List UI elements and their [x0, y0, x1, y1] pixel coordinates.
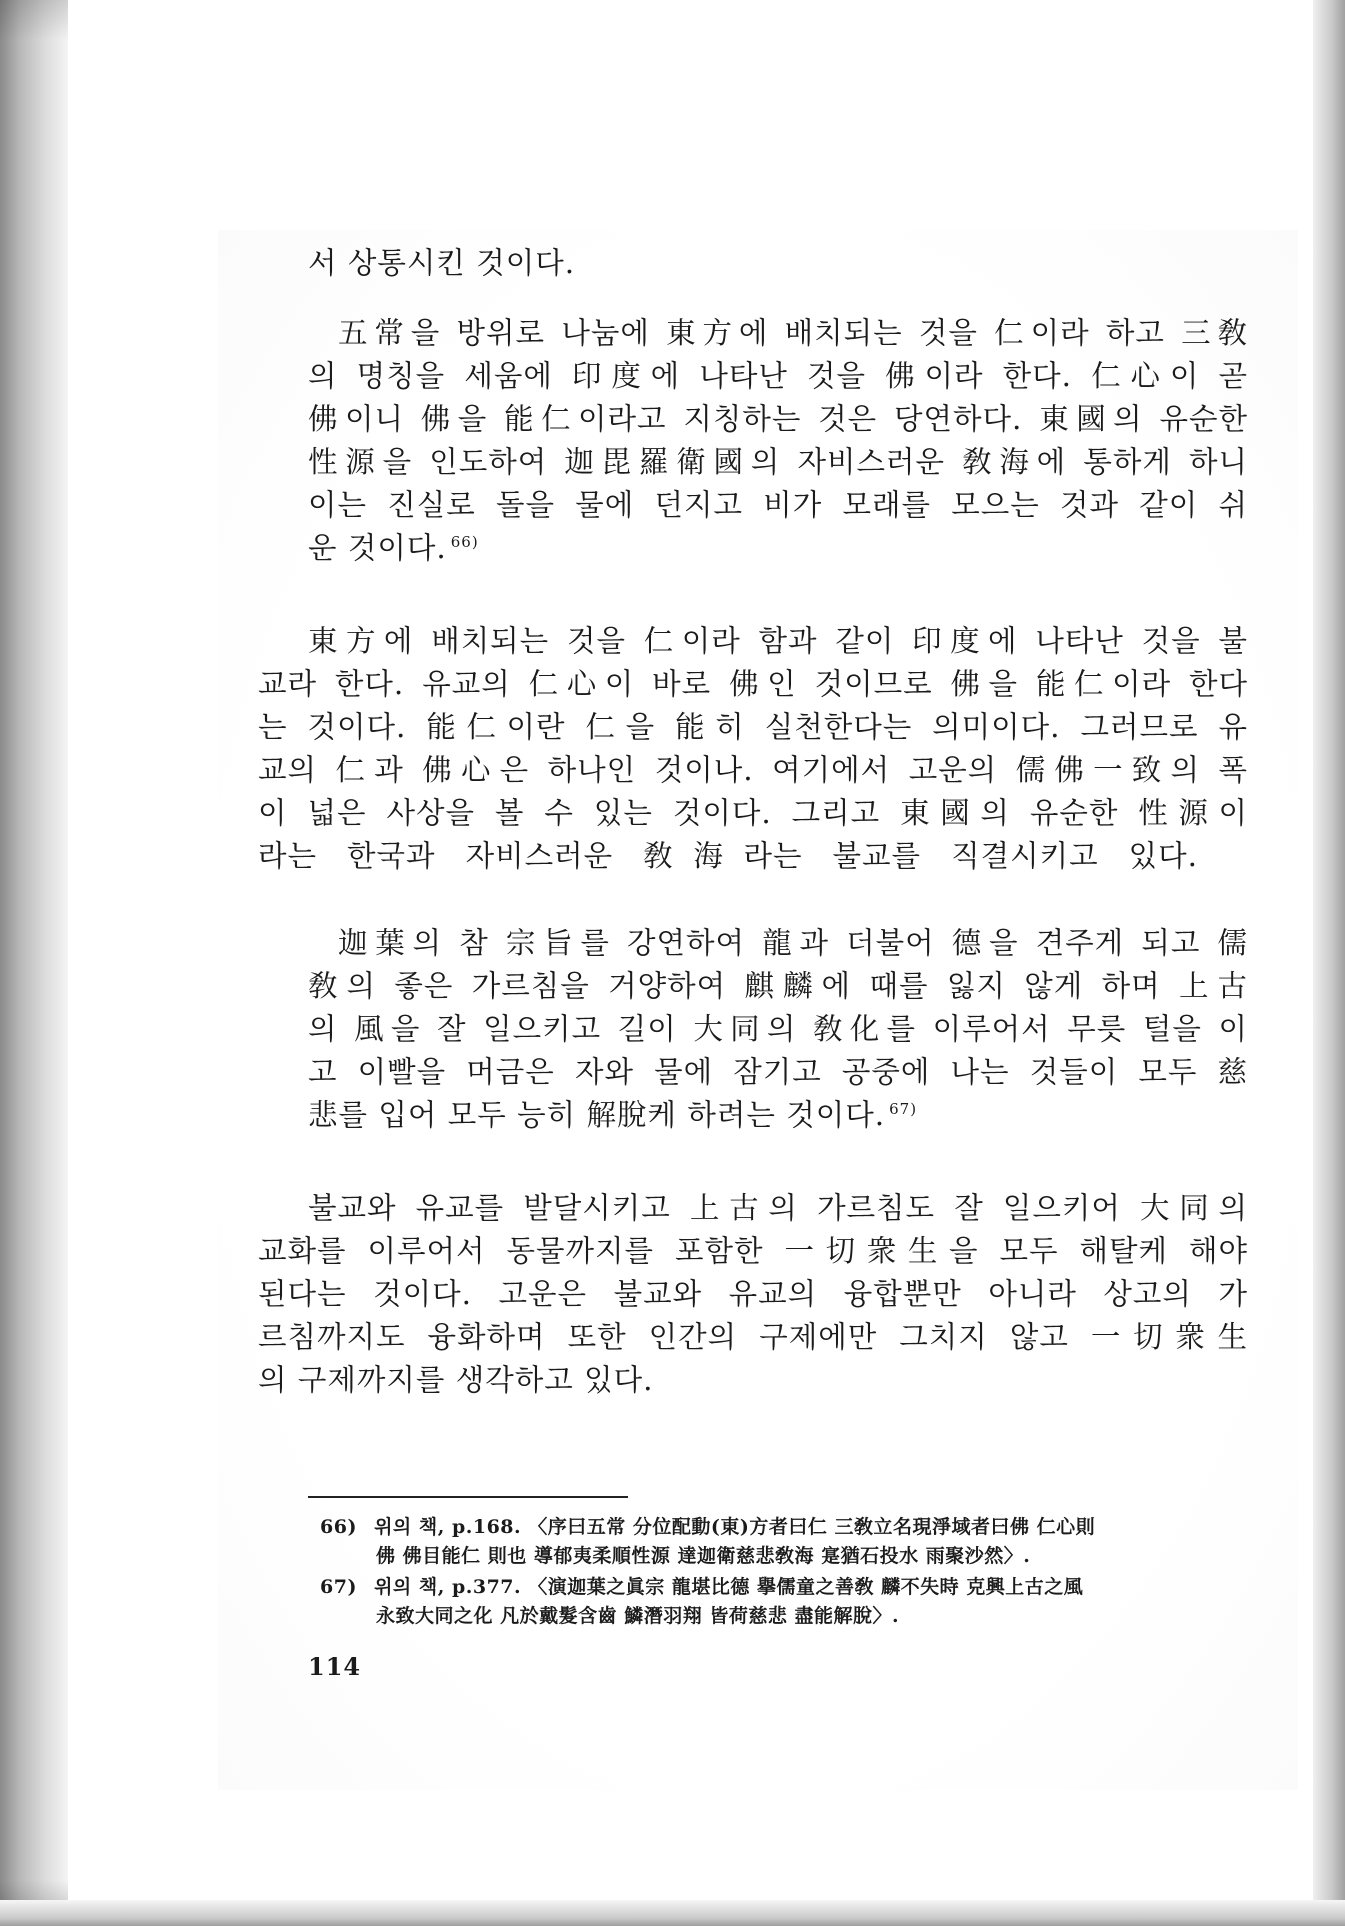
line-text: 迦葉의 참 宗旨를 강연하여 龍과 더불어 德을 견주게 되고 儒 [338, 926, 1248, 960]
quote-line [308, 525, 1248, 567]
line-text: 교라 한다. 유교의 仁心이 바로 佛인 것이므로 佛을 能仁이라 한다 [258, 667, 1248, 701]
line-text: 이는 진실로 돌을 물에 던지고 비가 모래를 모으는 것과 같이 쉬 [308, 488, 1248, 522]
line-text: 교의 仁과 佛心은 하나인 것이나. 여기에서 고운의 儒佛一致의 폭 [258, 753, 1248, 787]
text-line [308, 618, 1248, 660]
quote-line [308, 963, 1248, 1005]
line-text: 교화를 이루어서 동물까지를 포함한 一切衆生을 모두 해탈케 해야 [258, 1234, 1248, 1268]
quote-line [308, 353, 1248, 395]
line-text: 불교와 유교를 발달시키고 上古의 가르침도 잘 일으키어 大同의 [308, 1191, 1248, 1225]
footnote-67 [320, 1572, 1083, 1599]
text-line [258, 833, 1198, 875]
quote-line [308, 1092, 1248, 1134]
text-line [258, 1228, 1248, 1270]
text-line [308, 240, 575, 282]
footnote-ref: 66) [450, 533, 479, 552]
quote-line [308, 1049, 1248, 1091]
line-text: 의 구제까지를 생각하고 있다. [258, 1363, 654, 1397]
footnote-text: 永致大同之化 凡於戴髮含齒 鱗潛羽翔 皆荷慈悲 盡能解脫〉. [376, 1605, 900, 1627]
quote-line [308, 1006, 1248, 1048]
quote-line [308, 482, 1248, 524]
line-text: 라는 한국과 자비스러운 敎海라는 불교를 직결시키고 있다. [258, 839, 1198, 873]
footnote-text: 위의 책, p.377. 〈演迦葉之眞宗 龍堪比德 擧儒童之善敎 麟不失時 克興上古之風 [374, 1576, 1084, 1598]
line-text: 五常을 방위로 나눔에 東方에 배치되는 것을 仁이라 하고 三敎 [338, 316, 1248, 350]
line-text: 운 것이다. [308, 531, 447, 565]
quote-line [308, 439, 1248, 481]
line-text: 의 명칭을 세움에 印度에 나타난 것을 佛이라 한다. 仁心이 곧 [308, 359, 1248, 393]
footnote-text: 佛 佛目能仁 則也 導郁夷柔順性源 達迦衛慈悲敎海 寔猶石投水 雨聚沙然〉. [376, 1545, 1031, 1567]
text-line [308, 1185, 1248, 1227]
line-text: 된다는 것이다. 고운은 불교와 유교의 융합뿐만 아니라 상고의 가 [258, 1277, 1248, 1311]
footnote-66-cont [376, 1541, 1030, 1568]
footnote-text: 위의 책, p.168. 〈序曰五常 分位配動(東)方者曰仁 三敎立名現淨域者曰佛 仁心則 [374, 1516, 1096, 1538]
quote-line [338, 310, 1248, 352]
book-page [68, 0, 1313, 1900]
text-line [258, 1357, 1198, 1399]
footnote-number: 66) [320, 1516, 357, 1538]
quote-line [308, 396, 1248, 438]
line-text: 이 넓은 사상을 볼 수 있는 것이다. 그리고 東國의 유순한 性源이 [258, 796, 1248, 830]
line-text: 敎의 좋은 가르침을 거양하여 麒麟에 때를 잃지 않게 하며 上古 [308, 969, 1248, 1003]
footnote-ref: 67) [889, 1100, 918, 1119]
line-text: 의 風을 잘 일으키고 길이 大同의 敎化를 이루어서 무릇 털을 이 [308, 1012, 1248, 1046]
text-line [258, 1271, 1248, 1313]
footnote-66 [320, 1512, 1095, 1539]
text-line [258, 661, 1248, 703]
footnote-rule [308, 1496, 628, 1498]
text-line [258, 1314, 1248, 1356]
line-text: 는 것이다. 能仁이란 仁을 能히 실천한다는 의미이다. 그러므로 유 [258, 710, 1248, 744]
line-text: 고 이빨을 머금은 자와 물에 잠기고 공중에 나는 것들이 모두 慈 [308, 1055, 1248, 1089]
line-text: 悲를 입어 모두 능히 解脫케 하려는 것이다. [308, 1098, 886, 1132]
line-text: 性源을 인도하여 迦毘羅衛國의 자비스러운 敎海에 통하게 하니 [308, 445, 1248, 479]
text-line [258, 747, 1248, 789]
line-text: 佛이니 佛을 能仁이라고 지칭하는 것은 당연하다. 東國의 유순한 [308, 402, 1248, 436]
footnote-67-cont [376, 1601, 899, 1628]
text-line [258, 790, 1248, 832]
book-left-edge [0, 0, 68, 1926]
book-bottom-edge [0, 1900, 1345, 1926]
line-text: 東方에 배치되는 것을 仁이라 함과 같이 印度에 나타난 것을 불 [308, 624, 1248, 658]
book-right-edge [1313, 0, 1345, 1926]
footnote-number: 67) [320, 1576, 357, 1598]
line-text: 르침까지도 융화하며 또한 인간의 구제에만 그치지 않고 一切衆生 [258, 1320, 1248, 1354]
line-text: 서 상통시킨 것이다. [308, 246, 576, 280]
page-number: 114 [308, 1652, 362, 1681]
text-line [258, 704, 1248, 746]
quote-line [338, 920, 1248, 962]
